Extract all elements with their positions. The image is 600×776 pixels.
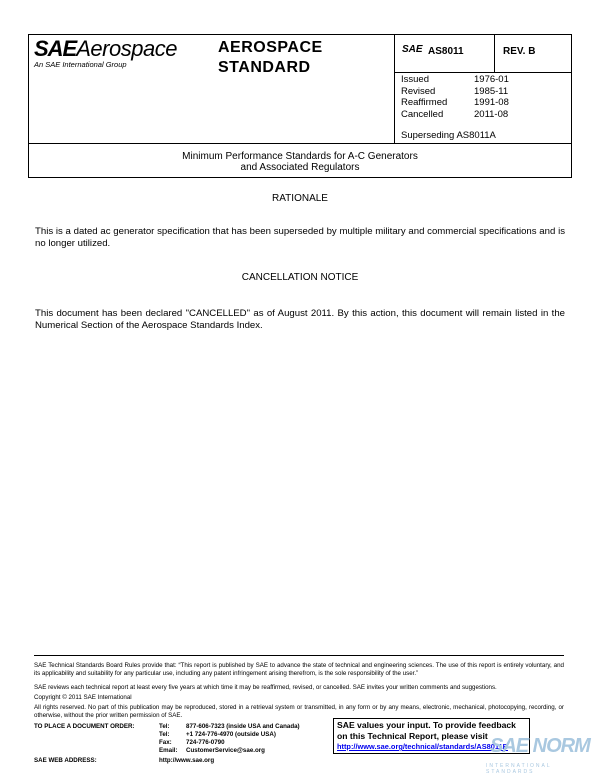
- rationale-heading: RATIONALE: [272, 193, 328, 204]
- fax-label: Fax:: [159, 739, 172, 746]
- standard-title: AEROSPACE STANDARD: [218, 39, 323, 76]
- document-title-line2: and Associated Regulators: [240, 162, 360, 173]
- revision-label: REV. B: [503, 46, 536, 57]
- footer-rule: [34, 655, 564, 656]
- tel2-label: Tel:: [159, 731, 170, 738]
- cancellation-text: This document has been declared "CANCELLED" as of August 2011. By this action, this document will remain listed in the Numerical Section of the Aerospace Standards Index.: [35, 308, 565, 331]
- tel1-label: Tel:: [159, 723, 170, 730]
- footer-copyright: Copyright © 2011 SAE International: [34, 694, 132, 701]
- header-divider: [394, 72, 572, 73]
- web-value: http://www.sae.org: [159, 757, 215, 764]
- web-label: SAE WEB ADDRESS:: [34, 757, 97, 764]
- footer-rules-text: SAE Technical Standards Board Rules provide that: “This report is published by SAE to advance the state of technical and engineering sciences. The use of this report is entirely voluntary, and its applicability and suitability for any particular use, including any patent infringement arising therefrom, is the sole responsibility of the user.”: [34, 662, 564, 677]
- header-divider: [494, 34, 495, 72]
- header-divider: [394, 34, 395, 144]
- sae-norm-watermark: SAE NORM: [490, 735, 590, 757]
- logo-subtitle: An SAE International Group: [34, 60, 127, 69]
- email-label: Email:: [159, 747, 178, 754]
- sae-aerospace-logo: SAEAerospace: [34, 36, 177, 61]
- order-label: TO PLACE A DOCUMENT ORDER:: [34, 723, 135, 730]
- feedback-line2: on this Technical Report, please visit: [337, 730, 488, 741]
- document-title-line1: Minimum Performance Standards for A-C Generators: [182, 151, 418, 162]
- footer-rights-text: All rights reserved. No part of this publication may be reproduced, stored in a retrieval system or transmitted, in any form or by any means, electronic, mechanical, photocopying, recording, or otherwise, without the prior written permission of SAE.: [34, 704, 564, 719]
- watermark-subtitle: INTERNATIONAL STANDARDS: [486, 763, 552, 775]
- footer-review-text: SAE reviews each technical report at least every five years at which time it may be reaffirmed, revised, or cancelled. SAE invites your written comments and suggestions.: [34, 684, 497, 691]
- sae-small-logo: SAE: [402, 44, 423, 55]
- feedback-link[interactable]: http://www.sae.org/technical/standards/AS8011B: [337, 742, 508, 751]
- cancellation-heading: CANCELLATION NOTICE: [241, 272, 359, 283]
- fax-value: 724-776-0790: [186, 739, 225, 746]
- superseding-note: Superseding AS8011A: [401, 130, 496, 141]
- tel2-value: +1 724-776-4970 (outside USA): [186, 731, 276, 738]
- email-value: CustomerService@sae.org: [186, 747, 265, 754]
- feedback-line1: SAE values your input. To provide feedback: [337, 720, 516, 730]
- document-number: AS8011: [428, 46, 464, 57]
- rationale-text: This is a dated ac generator specification that has been superseded by multiple military and commercial specifications and is no longer utilized.: [35, 226, 565, 249]
- tel1-value: 877-606-7323 (inside USA and Canada): [186, 723, 300, 730]
